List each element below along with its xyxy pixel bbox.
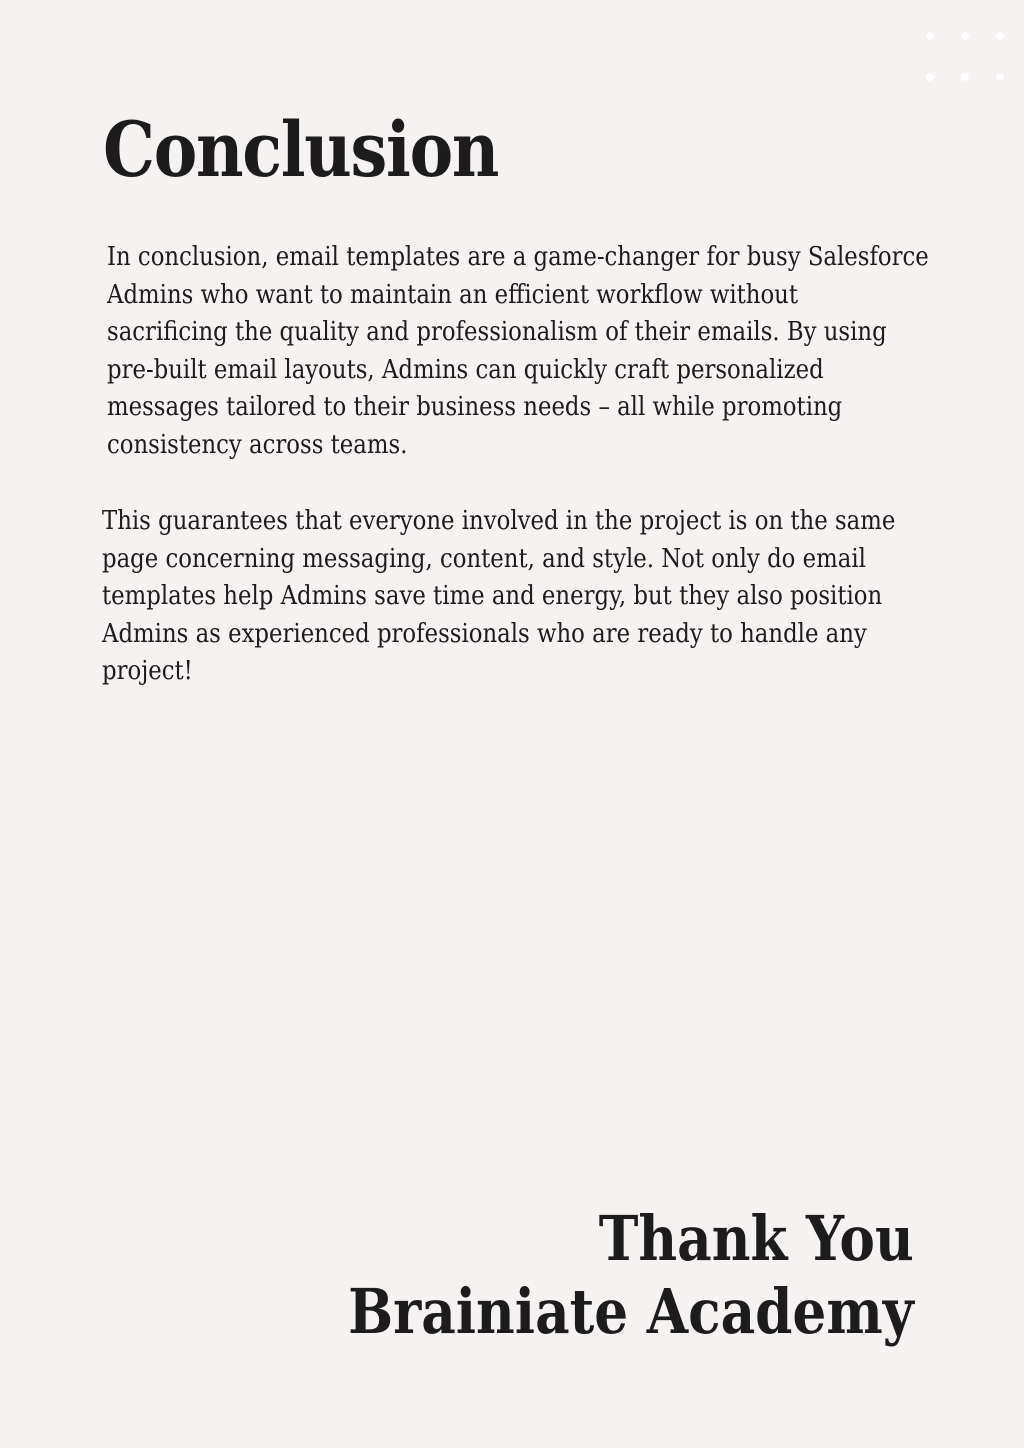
- dot: [996, 73, 1004, 81]
- thank-you-heading: Thank You: [598, 1202, 914, 1275]
- paragraph-line: project!: [102, 655, 193, 686]
- paragraph-line: Admins who want to maintain an efficient workflow without: [107, 278, 799, 310]
- paragraph-followup: [102, 502, 895, 690]
- paragraph-line: consistency across teams.: [107, 428, 408, 460]
- paragraph-line: In conclusion, email templates are a game-changer for busy Salesforce: [107, 241, 929, 272]
- closing-signature: [348, 1202, 914, 1348]
- dot: [926, 32, 934, 40]
- paragraph-intro: [107, 238, 929, 463]
- dot-grid-decoration: [926, 32, 1006, 84]
- paragraph-line: sacrificing the quality and professionalism of their emails. By using: [107, 316, 887, 347]
- paragraph-line: messages tailored to their business needs – all while promoting: [107, 391, 843, 422]
- dot: [996, 32, 1004, 40]
- dot: [961, 73, 969, 81]
- dot: [926, 73, 934, 81]
- paragraph-line: templates help Admins save time and energy, but they also position: [102, 580, 883, 611]
- dot: [961, 32, 969, 40]
- paragraph-line: pre-built email layouts, Admins can quickly craft personalized: [107, 353, 824, 385]
- paragraph-line: Admins as experienced professionals who are ready to handle any: [102, 617, 867, 649]
- page-title: Conclusion: [103, 105, 499, 194]
- academy-name: Brainiate Academy: [348, 1275, 914, 1348]
- paragraph-line: This guarantees that everyone involved in the project is on the same: [102, 505, 896, 536]
- paragraph-line: page concerning messaging, content, and style. Not only do email: [102, 542, 866, 574]
